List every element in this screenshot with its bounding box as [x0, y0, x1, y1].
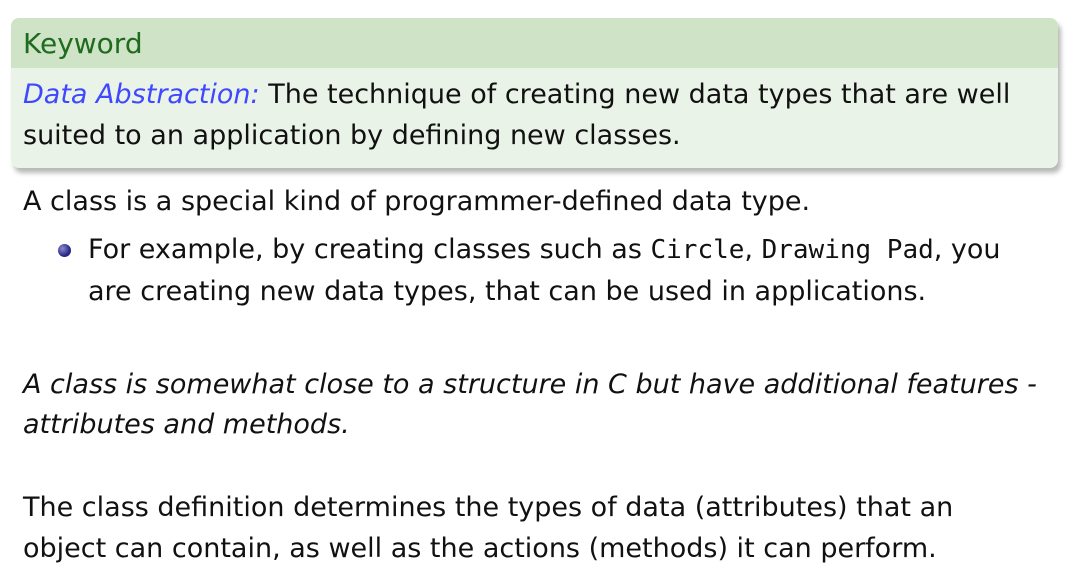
bullet-separator: , — [744, 234, 762, 265]
keyword-definition: The technique of creating new data types that are well suited to an application by defining new classes. — [23, 79, 1011, 151]
keyword-block-body — [11, 68, 1058, 168]
bullet-text — [88, 229, 1048, 313]
paragraph-definition-line1: The class definition determines the types of data (attributes) that an — [23, 492, 954, 523]
keyword-block-title: Keyword — [11, 18, 1058, 68]
paragraph-definition-line2: object can contain, as well as the actions (methods) it can perform. — [23, 533, 937, 564]
paragraph-structure-line2: attributes and methods. — [23, 409, 350, 440]
bullet-prefix: For example, by creating classes such as — [88, 234, 651, 265]
keyword-term: Data Abstraction: — [23, 79, 260, 110]
bullet-icon — [58, 244, 71, 257]
paragraph-structure-line1: A class is somewhat close to a structure in C but have additional features - — [23, 369, 1037, 400]
code-drawing-pad: Drawing Pad — [761, 235, 934, 265]
code-circle: Circle — [650, 235, 745, 265]
bullet-suffix: , you are creating new data types, that can be used in applications. — [88, 234, 1001, 307]
paragraph-class-definition: A class is a special kind of programmer-defined data type. — [23, 186, 811, 217]
keyword-block — [11, 18, 1058, 168]
